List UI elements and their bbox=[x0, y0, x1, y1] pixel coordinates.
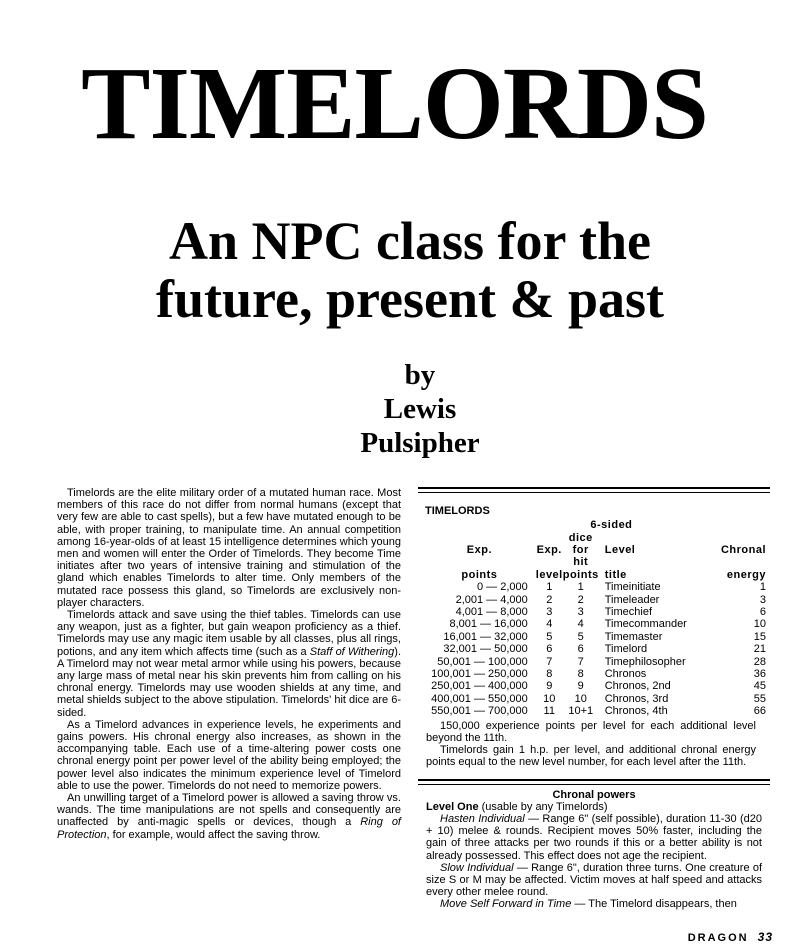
cell-chronal-energy: 10 bbox=[753, 618, 766, 631]
article-title: TIMELORDS bbox=[81, 46, 708, 161]
cell-exp-points: 16,001 — 32,000 bbox=[443, 630, 528, 643]
header-six-sided: 6-sided bbox=[590, 519, 633, 532]
cell-level-title: Chronos bbox=[604, 668, 647, 681]
cell-chronal-energy: 3 bbox=[759, 593, 766, 606]
cell-exp-level: 8 bbox=[546, 668, 553, 681]
byline bbox=[0, 358, 789, 460]
cell-hit-dice: 1 bbox=[577, 581, 584, 594]
cell-exp-level: 3 bbox=[546, 606, 553, 619]
powers-rule-top-thin bbox=[418, 784, 770, 785]
cell-chronal-energy: 66 bbox=[753, 705, 766, 718]
cell-level-title: Chronos, 3rd bbox=[604, 692, 669, 705]
header-hit-dice: dice for bbox=[568, 531, 593, 557]
power-entry bbox=[426, 862, 762, 899]
cell-exp-points: 32,001 — 50,000 bbox=[443, 643, 528, 656]
body-paragraph: As a Timelord advances in experience levels, he experiments and gains powers. His chronal energy also increases, as shown in the accompanying table. Each use of a time-altering power costs one chronal energy point per power level of the ability being employed; the power level also indicates the minimum experience level of Timelord able to use the power. Timelords do not need to memorize powers. bbox=[57, 718, 401, 792]
cell-level-title: Timechief bbox=[604, 606, 653, 619]
cell-exp-points: 50,001 — 100,000 bbox=[437, 655, 528, 668]
table-row bbox=[423, 656, 766, 668]
header-hit-dice-2: hit points bbox=[562, 556, 599, 581]
cell-exp-level: 10 bbox=[543, 692, 556, 705]
table-row bbox=[423, 643, 766, 655]
page-footer bbox=[688, 930, 773, 944]
level-one-heading: Level One (usable by any Timelords) bbox=[426, 800, 608, 813]
table-header-row-top bbox=[423, 519, 766, 531]
cell-exp-level: 2 bbox=[546, 593, 553, 606]
power-name: Slow Individual bbox=[440, 861, 514, 874]
cell-exp-level: 1 bbox=[546, 581, 553, 594]
table-notes bbox=[426, 720, 756, 769]
header-exp-points: Exp. bbox=[466, 544, 492, 557]
header-level-title: Level bbox=[604, 544, 636, 557]
cell-chronal-energy: 45 bbox=[753, 680, 766, 693]
subtitle-line: future, present & past bbox=[156, 269, 664, 329]
cell-level-title: Timeinitiate bbox=[604, 581, 661, 594]
author-first-name: Lewis bbox=[383, 393, 457, 425]
cell-level-title: Timeleader bbox=[604, 593, 660, 606]
cell-exp-level: 4 bbox=[546, 618, 553, 631]
table-row bbox=[423, 606, 766, 618]
cell-chronal-energy: 1 bbox=[759, 581, 766, 594]
power-name: Move Self Forward in Time bbox=[440, 898, 572, 911]
table-row bbox=[423, 705, 766, 717]
body-paragraph: An unwilling target of a Timelord power is allowed a saving throw vs. wands. The time manipulations are not spells and consequently are unaffected by anti-magic spells or devices, though a Ring of Protection, for example, would affect the saving throw. bbox=[57, 792, 401, 841]
cell-chronal-energy: 21 bbox=[753, 643, 766, 656]
cell-level-title: Chronos, 2nd bbox=[604, 680, 671, 693]
power-entry bbox=[426, 813, 762, 862]
byline-by: by bbox=[404, 359, 436, 391]
cell-level-title: Timephilosopher bbox=[604, 655, 686, 668]
powers-rule-top bbox=[418, 779, 770, 781]
table-caption: TIMELORDS bbox=[425, 505, 490, 517]
table-row bbox=[423, 680, 766, 692]
powers-list bbox=[426, 801, 762, 911]
power-entry bbox=[426, 898, 762, 910]
cell-hit-dice: 3 bbox=[577, 606, 584, 619]
table-row bbox=[423, 631, 766, 643]
cell-exp-level: 11 bbox=[543, 705, 555, 718]
cell-level-title: Timemaster bbox=[604, 630, 663, 643]
cell-hit-dice: 7 bbox=[577, 655, 584, 668]
header-chronal-energy-2: energy bbox=[726, 568, 766, 581]
body-left-column bbox=[57, 487, 401, 841]
cell-hit-dice: 9 bbox=[577, 680, 584, 693]
cell-hit-dice: 10+1 bbox=[568, 705, 594, 718]
header-level-title-2: title bbox=[604, 568, 627, 581]
cell-chronal-energy: 15 bbox=[753, 630, 766, 643]
header-exp-level-2: level bbox=[535, 568, 563, 581]
cell-hit-dice: 10 bbox=[574, 692, 587, 705]
cell-chronal-energy: 55 bbox=[753, 692, 766, 705]
table-row bbox=[423, 594, 766, 606]
cell-exp-points: 400,001 — 550,000 bbox=[431, 692, 528, 705]
timelords-table bbox=[423, 519, 766, 718]
article-subtitle bbox=[0, 212, 789, 328]
table-header-row bbox=[423, 556, 766, 581]
cell-hit-dice: 6 bbox=[577, 643, 584, 656]
cell-level-title: Chronos, 4th bbox=[604, 705, 668, 718]
author-last-name: Pulsipher bbox=[360, 427, 480, 459]
header-chronal-energy: Chronal bbox=[720, 544, 766, 557]
cell-hit-dice: 8 bbox=[577, 668, 584, 681]
table-note: 150,000 experience points per level for each additional level beyond the 11th. bbox=[426, 719, 756, 744]
powers-heading: Chronal powers bbox=[552, 788, 636, 801]
power-description: — Range 6", duration three turns. One creature of size S or M may be affected. Victim moves at half speed and attacks every other melee round. bbox=[426, 861, 763, 899]
cell-exp-level: 7 bbox=[546, 655, 553, 668]
table-note: Timelords gain 1 h.p. per level, and additional chronal energy points equal to the new level number, for each level after the 11th. bbox=[426, 744, 756, 769]
table-rule-top bbox=[418, 487, 770, 489]
cell-hit-dice: 5 bbox=[577, 630, 584, 643]
cell-exp-level: 6 bbox=[546, 643, 553, 656]
cell-level-title: Timecommander bbox=[604, 618, 687, 631]
page-number: 33 bbox=[757, 930, 773, 944]
power-name: Hasten Individual bbox=[440, 812, 525, 825]
cell-exp-points: 0 — 2,000 bbox=[477, 581, 528, 594]
subtitle-line: An NPC class for the bbox=[169, 211, 651, 271]
body-paragraph: Timelords are the elite military order of a mutated human race. Most members of this race do not differ from normal humans (except that very few are able to cast spells), but a few have mutated enough to be able, with proper training, to manipulate time. An annual competition among 16-year-olds of at least 15 intelligence determines which young men and women will enter the Order of Timelords. They become Time initiates after two years of intensive training and stimulation of the gland which enables Timelords to alter time. Only members of the mutated race possess this gland, so Timelords are exclusively non-player characters. bbox=[57, 487, 401, 609]
cell-chronal-energy: 36 bbox=[753, 668, 766, 681]
cell-exp-points: 8,001 — 16,000 bbox=[449, 618, 528, 631]
table-rule-top-thin bbox=[418, 492, 770, 493]
cell-level-title: Timelord bbox=[604, 643, 648, 656]
table-row bbox=[423, 581, 766, 593]
cell-hit-dice: 4 bbox=[577, 618, 584, 631]
cell-exp-points: 250,001 — 400,000 bbox=[431, 680, 528, 693]
body-paragraph: Timelords attack and save using the thief tables. Timelords can use any weapon, just as a fighter, but gain weapon proficiency as a thief. Timelords may use any magic item usable by all classes, plus all rings, potions, and any item which affects time (such as a Staff of Withering). A Timelord may not wear metal armor while using his powers, because any large mass of metal near his skin prevents him from calling on his chronal energy. Timelords may use wooden shields at any time, and metal shields subject to the above stipulation. Timelords' hit dice are 6-sided. bbox=[57, 609, 402, 719]
cell-exp-points: 100,001 — 250,000 bbox=[431, 668, 528, 681]
magazine-name: DRAGON bbox=[687, 932, 749, 944]
table-row bbox=[423, 618, 766, 630]
table-header-row bbox=[423, 532, 766, 557]
cell-exp-points: 2,001 — 4,000 bbox=[455, 593, 528, 606]
power-description: — The Timelord disappears, then bbox=[571, 898, 737, 911]
cell-hit-dice: 2 bbox=[577, 593, 584, 606]
table-row bbox=[423, 693, 766, 705]
cell-exp-level: 9 bbox=[546, 680, 553, 693]
cell-exp-level: 5 bbox=[546, 630, 553, 643]
power-description: — Range 6" (self possible), duration 11-30 (d20 + 10) melee & rounds. Recipient moves 50% faster, including the gain of three attacks per two rounds if this or a better ability is not already possessed. This effect does not age the recipient. bbox=[426, 812, 762, 862]
header-exp-level: Exp. bbox=[536, 544, 562, 557]
cell-exp-points: 550,001 — 700,000 bbox=[431, 705, 528, 718]
table-row bbox=[423, 668, 766, 680]
cell-chronal-energy: 28 bbox=[753, 655, 766, 668]
body-right-column bbox=[418, 487, 770, 911]
header-exp-points-2: points bbox=[461, 568, 498, 581]
cell-chronal-energy: 6 bbox=[759, 606, 766, 619]
cell-exp-points: 4,001 — 8,000 bbox=[455, 606, 528, 619]
